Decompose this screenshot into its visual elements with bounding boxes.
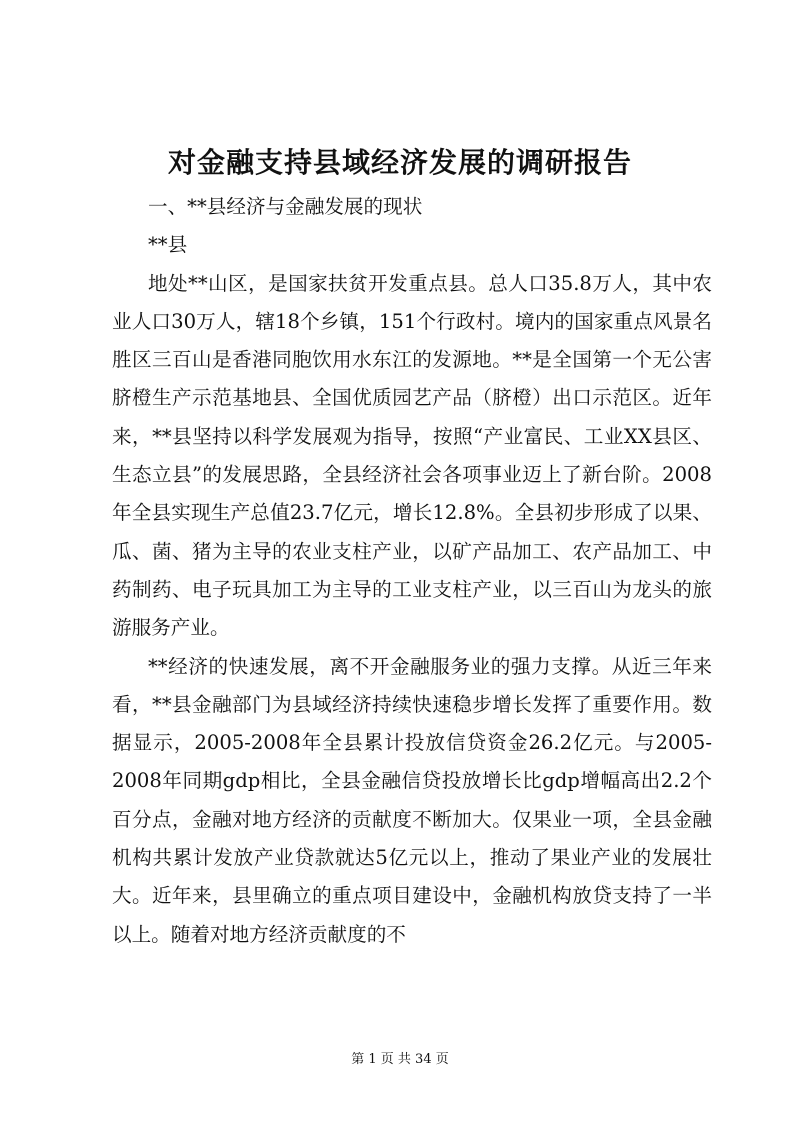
- section-heading: 一、**县经济与金融发展的现状: [148, 195, 423, 218]
- document-body: [112, 188, 712, 954]
- page-footer: 第 1 页 共 34 页: [351, 1052, 449, 1067]
- body-paragraph: 地处**山区，是国家扶贫开发重点县。总人口35.8万人，其中农业人口30万人，辖18个乡镇，151个行政村。境内的国家重点风景名胜区三百山是香港同胞饮用水东江的发源地。**是全国第一个无公害脐橙生产示范基地县、全国优质园艺产品（脐橙）出口示范区。近年来，**县坚持以科学发展观为指导，按照“产业富民、工业XX县区、生态立县”的发展思路，全县经济社会各项事业迈上了新台阶。2008年全县实现生产总值23.7亿元，增长12.8%。全县初步形成了以果、瓜、菌、猪为主导的农业支柱产业，以矿产品加工、农产品加工、中药制药、电子玩具加工为主导的工业支柱产业，以三百山为龙头的旅游服务产业。: [112, 271, 712, 640]
- body-paragraph: **经济的快速发展，离不开金融服务业的强力支撑。从近三年来看，**县金融部门为县域经济持续快速稳步增长发挥了重要作用。数据显示，2005-2008年全县累计投放信贷资金26.2亿元。与2005-2008年同期gdp相比，全县金融信贷投放增长比gdp增幅高出2.2个百分点，金融对地方经济的贡献度不断加大。仅果业一项，全县金融机构共累计发放产业贷款就达5亿元以上，推动了果业产业的发展壮大。近年来，县里确立的重点项目建设中，金融机构放贷支持了一半以上。随着对地方经济贡献度的不: [112, 654, 712, 946]
- document-title: 对金融支持县域经济发展的调研报告: [167, 146, 632, 179]
- section-subheading: **县: [148, 233, 188, 257]
